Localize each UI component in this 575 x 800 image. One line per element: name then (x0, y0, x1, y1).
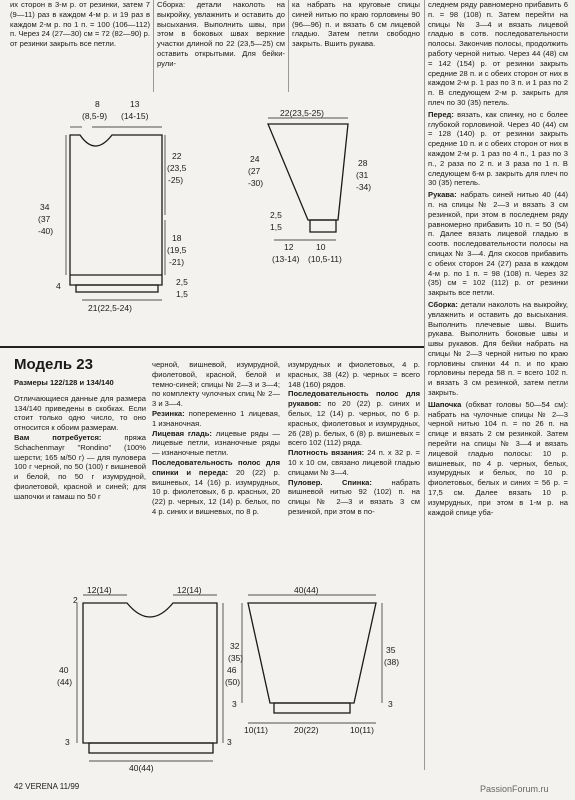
top-col-2 (157, 0, 285, 69)
front-paragraph (428, 110, 568, 188)
stripes-text: 20 (22) р. вишневых, 14 (16) р. изумрудных, 10 р. фиолетовых, 6 р. красных, 20 (22) р. черных, 12 (14) р. белых, по 4 р. синих и вишневых, по 8 р. (152, 467, 280, 516)
model-title: Модель 23 (14, 356, 93, 373)
diagram-sleeve-23-pattern (228, 585, 424, 735)
gauge-heading: Плотность вязания: (288, 448, 365, 458)
height-label: 34 (40, 202, 50, 212)
shoulder-sub: (14-15) (121, 111, 149, 121)
pullover-right-label: 46 (227, 665, 237, 675)
height-sub-1: (37 (38, 214, 51, 224)
sleeve-23-left-sub: (35) (228, 653, 244, 663)
sleeve-stripes-paragraph (288, 389, 420, 448)
pullover-right-sub: (50) (225, 677, 241, 687)
sleeve-23-right-label: 35 (386, 645, 396, 655)
stripes-heading: Последовательность полос для спинки и переда: (152, 457, 280, 477)
front-heading: Перед: (428, 109, 454, 119)
front-text: вязать, как спинку, но с более глубокой горловиной. Через 40 (44) см = 128 (140) р. от резинки закрыть средние 10 п. и с обеих сторон от них в каждом 2-м р. 1 раз по 4 п., 1 раз по 3 п., 2 раза по 2 п. и 3 раза по 1 п. В следующем 6-м р. закрыть для плеч по 30 (35) петель. (428, 109, 568, 188)
stockinette-heading: Лицевая гладь: (152, 428, 212, 438)
pullover-hem (89, 743, 213, 753)
sleeve-23-small-right: 3 (388, 699, 393, 709)
sleeve-bottom-label-2: 10 (316, 242, 326, 252)
stripes-continued: изумрудных и фиолетовых, 4 р. красных, 38 (42) р. черных = всего 148 (160) рядов. (288, 360, 420, 389)
gauge-paragraph (288, 448, 420, 477)
shoulder-label: 13 (130, 99, 140, 109)
intro-text: Отличающиеся данные для размера 134/140 приведены в скобках. Если стоит только одно число, то оно относится к обоим размерам. (14, 393, 146, 433)
back-paragraph (288, 478, 420, 517)
sleeve-23-bottom-mid: 20(22) (294, 725, 319, 735)
model-col-1 (14, 378, 146, 502)
hat-paragraph (428, 400, 568, 518)
sleeve-small-label-1: 2,5 (270, 210, 282, 220)
sleeve-stripes-heading: Последовательность полос для рукавов: (288, 389, 420, 409)
top-col-2-text: Сборка: детали наколоть на выкройку, увлажнить и оставить до высыхания. Выполнить швы, при этом в боковых швах верхние участки длиной по 22 (23,5—25) см оставить открытыми. Для бейки-рули- (157, 0, 285, 68)
stockinette-text: лицевые ряды — лицевые петли, изнаночные ряды — изнаночные петли. (152, 428, 281, 458)
diagram-pullover-pattern (45, 585, 250, 775)
needles-text: черной, вишневой, изумрудной, фиолетовой, красной, белой и темно-синей; спицы № 2—3 и 3—4; по комплекту чулочных спиц № 2—3 и 3—4. (152, 360, 280, 409)
sleeve-23-bottom-left: 10(11) (244, 725, 268, 735)
top-col-3 (292, 0, 420, 49)
model-col-2 (152, 360, 280, 517)
top-col-1-text: их сторон в 3-м р. от резинки, затем 7 (9—11) раз в каждом 4-м р. и 19 раз в каждом 2-м р. по 1 п. = 100 (106—112) п. Через 24 (27—30) см = 72 (82—90) р. от резинки закрыть все петли. (10, 0, 150, 49)
sleeve-bottom-sub-1: (13-14) (272, 254, 300, 264)
section-rule (0, 346, 424, 348)
side-sub-2: -21) (169, 257, 185, 267)
sleeve-outline (268, 124, 348, 220)
divider (424, 0, 425, 770)
hem-label-1: 2,5 (176, 277, 188, 287)
sleeve-top-label: 22(23,5-25) (280, 110, 324, 118)
neck-width-label: 8 (95, 99, 100, 109)
sleeve-23-bottom-right: 10(11) (350, 725, 374, 735)
rib-heading: Резинка: (152, 408, 185, 418)
rib-paragraph (152, 409, 280, 429)
sleeve-right-label: 28 (358, 158, 368, 168)
sleeve-23-right-sub: (38) (384, 657, 400, 667)
right-column (428, 0, 568, 517)
sleeves-text: набрать синей нитью 40 (44) п. на спицы № 2—3 и вязать 3 см резинкой, при этом в последнем ряду равномерно прибавить 10 п. = 50 (54) п. Далее вязать лицевой гладью в соотв. последовательности полосы на спицах № 3—4. Для скосов прибавить с обеих сторон 24 (27) раза в каждом 4-м р. по 1 п. = 98 (108) п. Через 32 (35) см = 102 (112) р. от резинки закрыть все петли. (428, 190, 568, 298)
pullover-left-sub: (44) (57, 677, 73, 687)
assembly-heading: Сборка: (428, 299, 458, 309)
page-footer: 42 VERENA 11/99 (14, 782, 80, 791)
back-text: набрать вишневой нитью 92 (102) п. на спицы № 2—3 и вязать 3 см резинкой, при этом в по- (288, 477, 420, 516)
stockinette-paragraph (152, 429, 280, 458)
armhole-sub-2: -25) (168, 175, 184, 185)
sleeve-bottom-label-1: 12 (284, 242, 294, 252)
sleeve-23-small-left: 3 (232, 699, 237, 709)
sleeve-stripes-text: по 20 (22) р. синих и белых, 12 (14) р. черных, по 6 р. красных, фиолетовых и изумрудных, 26 (28) р. белых, 6 (8) р. вишневых = всего 102 (112) ряда. (288, 399, 420, 448)
assembly-text: детали наколоть на выкройку, увлажнить и оставить до высыхания. Выполнить плечевые швы. Вшить рукава. Выполнить боковые швы и швы рукавов. Для бейки набрать на спицы № 2—3 черной нитью по краю горловины спинки 44 п. и по краю горловины переда 58 п. = всего 102 п. и вязать 3 см резинкой, затем петли закрыть. (428, 299, 568, 398)
width-label: 21(22,5-24) (88, 303, 132, 313)
sleeve-left-sub-1: (27 (248, 166, 261, 176)
stripes-paragraph (152, 458, 280, 517)
top-col-1 (10, 0, 150, 49)
sleeve-cuff (310, 220, 336, 232)
sleeve-bottom-sub-2: (10,5-11) (308, 254, 342, 264)
side-label: 18 (172, 233, 182, 243)
pullover-outline (83, 603, 217, 743)
sleeve-right-sub-2: -34) (356, 182, 372, 192)
hem-label-2: 1,5 (176, 289, 188, 299)
divider (153, 0, 154, 92)
sleeves-heading: Рукава: (428, 190, 457, 200)
armhole-label: 22 (172, 151, 182, 161)
materials-text: пряжа Schachenmayr "Rondino" (100% шерсти; 165 м/50 г) — для пуловера 100 г черной, по 50 (100) г вишневой и белой, по 50 г изумрудной, фиолетовой, красной и синей; для шапочки и гамаш по 50 г (14, 432, 146, 501)
hem-band (76, 285, 158, 292)
watermark: PassionForum.ru (480, 784, 549, 794)
top-col-3-text: ка набрать на круговые спицы синей нитью по краю горловины 90 (96—96) п. и вязать 6 см лицевой гладью. Затем петли свободно закрыть. Вшить рукава. (292, 0, 420, 49)
sleeve-23-left-label: 32 (230, 641, 240, 651)
hat-heading: Шапочка (428, 399, 462, 409)
pullover-shoulder-left: 12(14) (87, 585, 112, 595)
rib-text: попеременно 1 лицевая, 1 изнаночная. (152, 408, 280, 428)
side-sub-1: (19,5 (167, 245, 187, 255)
pullover-neck-label: 2 (73, 595, 78, 605)
gauge-text: 24 п. х 32 р. = 10 х 10 см, связано лицевой гладью спицами № 3—4. (288, 448, 420, 477)
hat-text: (обхват головы 50—54 см): набрать на чулочные спицы № 2—3 черной нитью 104 п. = по 26 п. на спице и вязать 2 см резинкой. Затем перейти на спицы № 3—4 и вязать лицевой гладью полосы: 10 р. вишневых, по 4 р. черных, белых, изумрудных и белых, по 10 р. фиолетовых, белых и синих = 56 р. = 17,5 см. Далее вязать 10 р. изумрудных, при этом в 1-м р. на каждой спице уба- (428, 399, 568, 517)
pullover-width-label: 40(44) (129, 763, 154, 773)
divider (288, 0, 289, 92)
sleeve-23-cuff (274, 703, 350, 713)
diagram-body-pattern (0, 95, 200, 317)
sleeve-left-label: 24 (250, 154, 260, 164)
sleeve-23-top-label: 40(44) (294, 585, 319, 595)
sleeve-left-sub-2: -30) (248, 178, 264, 188)
sizes-line: Размеры 122/128 и 134/140 (14, 378, 114, 387)
model-col-3 (288, 360, 420, 517)
body-outline (70, 135, 162, 285)
sleeve-small-label-2: 1,5 (270, 222, 282, 232)
rib-label: 4 (56, 281, 61, 291)
sleeves-paragraph (428, 190, 568, 298)
back-heading: Пуловер. Спинка: (288, 477, 372, 487)
pullover-small-right: 3 (227, 737, 232, 747)
pullover-shoulder-right: 12(14) (177, 585, 202, 595)
sleeve-right-sub-1: (31 (356, 170, 369, 180)
pullover-left-label: 40 (59, 665, 69, 675)
armhole-sub-1: (23,5 (167, 163, 187, 173)
sleeve-23-outline (248, 603, 376, 703)
diagram-sleeve-pattern (230, 110, 420, 270)
assembly-paragraph (428, 300, 568, 398)
height-sub-2: -40) (38, 226, 54, 236)
pullover-small-left: 3 (65, 737, 70, 747)
materials-heading: Вам потребуется: (14, 432, 102, 442)
materials-paragraph (14, 433, 146, 502)
neck-width-sub: (8,5-9) (82, 111, 108, 121)
back-continued: следнем ряду равномерно прибавить 6 п. = 98 (108) п. Затем перейти на спицы № 3—4 и вязать лицевой гладью в сотв. последовательности полосы. Закончив полосы, продолжить работу черной нитью. Через 44 (48) см = 142 (154) р. от резинки закрыть средние 28 п. и с обеих сторон от них в каждом 2-м р. 1 раз по 3 п. и 1 раз по 2 п. В следующем 2-м р. закрыть для плеч по 30 (35) петель. (428, 0, 568, 107)
